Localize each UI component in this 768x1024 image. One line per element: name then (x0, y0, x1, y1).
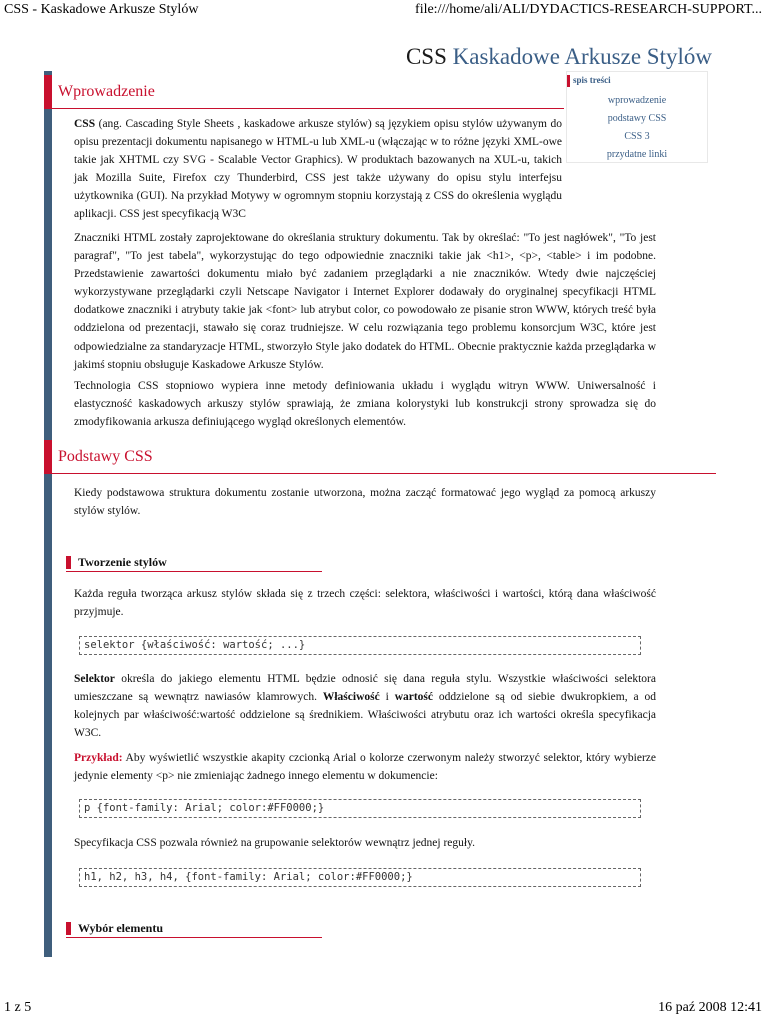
intro-paragraph-2: Znaczniki HTML zostały zaprojektowane do określania struktury dokumentu. Tak by określać: "To jest nagłówek", "To jest paragraf", "To jest tabela", wykorzystując do tego odpowiednie znaczniki takie jak <h1>, <p>, <table> i im podobne. Przedstawienie zawartości dokumentu miało być zadaniem przeglądarki a nie znaczników. Wtedy dwie najczęściej wykorzystywane przeglądarki czyli Netscape Navigator i Internet Explorer dodawały do oryginalnej specyfikacji HTML dodatkowe znaczniki i atrybuty takie jak <font> lub atrybut color, co powodowało ze pisanie stron WWW, których treść była oddzielona od prezentacji, stawało się coraz trudniejsze. W celu rozwiązania tego problemu konsorcjum W3C, które jest odpowiedzialne za standaryzacje HTML, stworzyło Style jako dodatek do HTML. Obecnie praktycznie każda przeglądarka w jakimś stopniu obsługuje Kaskadowe Arkusze Stylów. (74, 232, 656, 371)
basics-paragraph-2: Każda reguła tworząca arkusz stylów składa się z trzech części: selektora, właściwości i wartości, którą dana właściwość przyjmuje. (74, 588, 656, 619)
p3-text-1: określa do jakiego elementu HTML będzie odnosić się dana reguła stylu. Wszystkie właściwości selektora umieszczane są wewnątrz nawiasów klamrowych. (74, 673, 656, 704)
term-value: wartość (394, 691, 434, 704)
table-of-contents (566, 71, 708, 163)
basics-paragraph-3 (74, 670, 656, 742)
section-title-basics: Podstawy CSS (58, 448, 153, 465)
intro-paragraph-1-text: (ang. Cascading Style Sheets , kaskadowe arkusze stylów) są językiem opisu stylów używanym do opisu prezentacji dokumentu napisanego w HTML-u lub XML-u (włączając w to różne języki XML-owe takie jak XHTML czy SVG - Scalable Vector Graphics). W produktach bazowanych na XUL-u, takich jak Mozilla Suite, Firefox czy Thunderbird, CSS jest także używany do opisu stylu interfejsu użytkownika (GUI). Na przykład Motywy w ogromnym stopniu korzystają z CSS do określenia wyglądu aplikacji. CSS jest specyfikacją W3C (74, 118, 562, 221)
print-page-title: CSS - Kaskadowe Arkusze Stylów (4, 2, 199, 17)
example-text: Aby wyświetlić wszystkie akapity czcionką Arial o kolorze czerwonym należy stworzyć selektor, który wybierze jedynie elementy <p> nie zmieniając żadnego innego elementu w dokumencie: (74, 752, 656, 783)
section-marker (44, 75, 52, 109)
p3-text-2: i (379, 691, 395, 704)
document-title (406, 44, 712, 70)
intro-paragraph-3: Technologia CSS stopniowo wypiera inne metody definiowania układu i wyglądu witryn WWW. Uniwersalność i elastyczność kaskadowych arkuszy stylów sprawiają, że zmiana kolorystyki lub konstrukcji strony sprowadza się do zmodyfikowania arkusza definiującego wygląd określonych elementów. (74, 380, 656, 429)
print-url: file:///home/ali/ALI/DYDACTICS-RESEARCH-SUPPORT... (415, 2, 762, 17)
toc-link-przydatne-linki[interactable]: przydatne linki (606, 149, 668, 160)
basics-paragraph-1: Kiedy podstawowa struktura dokumentu zostanie utworzona, można zacząć formatować jego wygląd za pomocą arkuszy stylów stylów. (74, 487, 656, 518)
section-underline (52, 108, 564, 109)
intro-css-term: CSS (74, 118, 96, 130)
document-title-subtitle: Kaskadowe Arkusze Stylów (452, 44, 712, 69)
subheading-element-selection-label: Wybór elementu (78, 921, 163, 935)
print-datetime: 16 paź 2008 12:41 (658, 1000, 762, 1015)
page-number: 1 z 5 (4, 1000, 32, 1015)
document-title-css: CSS (405, 44, 447, 69)
toc-link-wprowadzenie[interactable]: wprowadzenie (607, 95, 667, 106)
subheading-creating-styles (66, 555, 322, 572)
intro-paragraph-1-top (74, 115, 562, 224)
toc-list (567, 92, 707, 164)
section-underline (52, 473, 716, 474)
example-label: Przykład: (74, 752, 123, 764)
basics-paragraph-example (74, 749, 656, 785)
subheading-creating-styles-label: Tworzenie stylów (78, 555, 167, 569)
code-block-grouped-selectors: h1, h2, h3, h4, {font-family: Arial; color:#FF0000;} (79, 868, 641, 887)
section-marker (44, 440, 52, 474)
content-left-rule (44, 71, 52, 957)
toc-link-css3[interactable]: CSS 3 (624, 131, 650, 142)
section-heading-basics (44, 440, 724, 474)
term-property: Właściwość (322, 691, 380, 704)
p3-text-3: oddzielone są od siebie dwukropkiem, a od kolejnych par właściwość:wartość oddzielone są średnikiem. Właściwości atrybutu oraz ich wartości określa specyfikacja W3C. (74, 691, 656, 740)
subheading-marker (66, 556, 71, 569)
subheading-marker (66, 922, 71, 935)
term-selector: Selektor (74, 673, 115, 685)
basics-paragraph-grouping: Specyfikacja CSS pozwala również na grupowanie selektorów wewnątrz jednej reguły. (74, 837, 475, 849)
code-block-paragraph-style: p {font-family: Arial; color:#FF0000;} (79, 799, 641, 818)
toc-title: spis treści (573, 75, 611, 85)
section-title-intro: Wprowadzenie (58, 83, 155, 100)
print-header (0, 0, 768, 22)
print-footer (0, 1000, 768, 1018)
toc-marker (567, 75, 570, 87)
subheading-element-selection (66, 921, 322, 938)
code-block-selector: selektor {właściwość: wartość; ...} (79, 636, 641, 655)
toc-link-podstawy-css[interactable]: podstawy CSS (607, 113, 667, 124)
section-heading-intro (44, 75, 564, 109)
